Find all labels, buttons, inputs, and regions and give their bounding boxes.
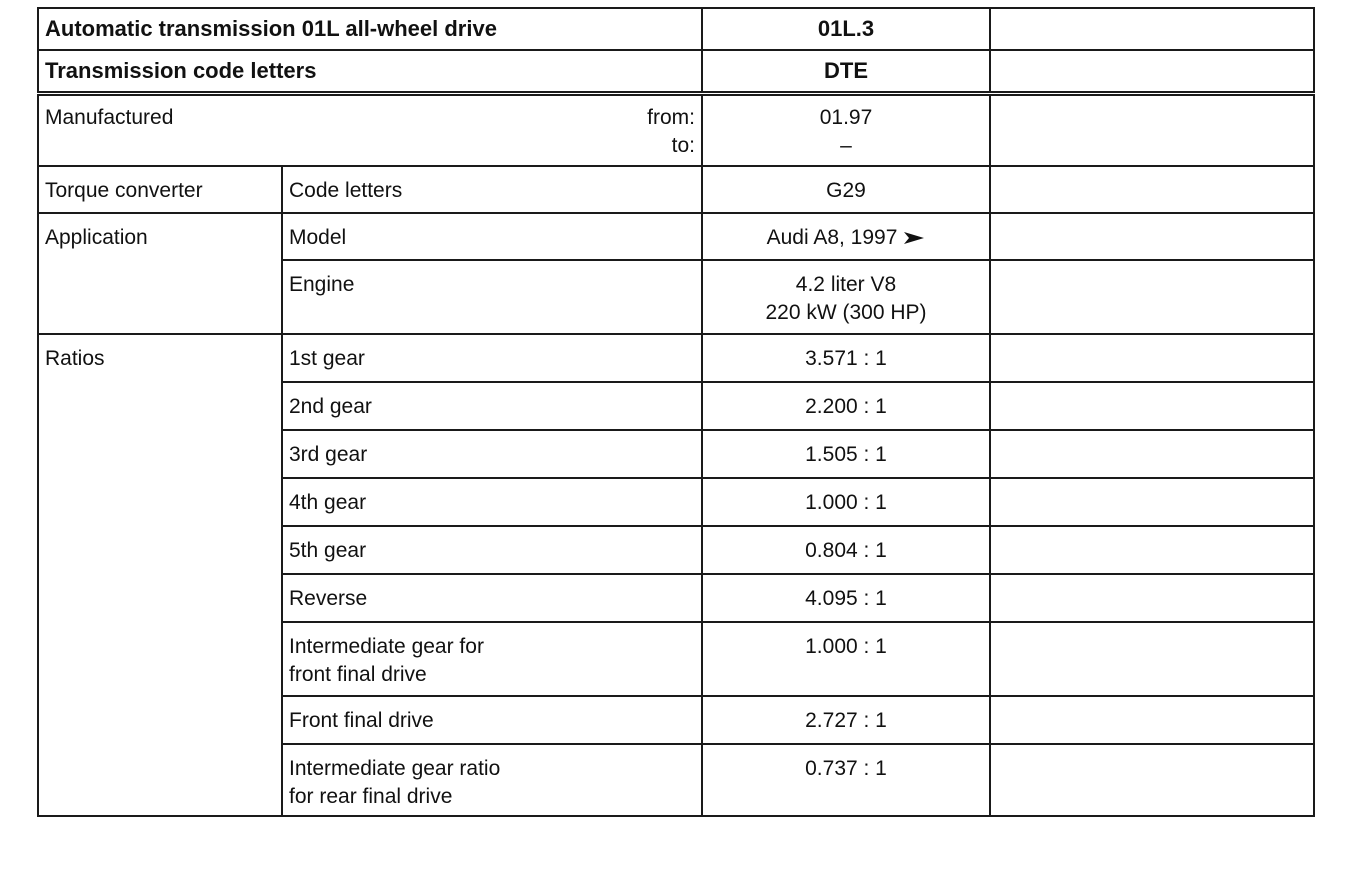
torque-converter-label: Torque converter	[38, 166, 282, 213]
ratio-value: 0.804 : 1	[702, 526, 990, 574]
empty-cell	[990, 622, 1314, 696]
engine-cell	[702, 260, 990, 334]
empty-cell	[990, 166, 1314, 213]
to-value: –	[840, 134, 852, 157]
ratios-label: Ratios	[38, 334, 282, 816]
ratio-name	[282, 622, 702, 696]
table-title: Automatic transmission 01L all-wheel drive	[38, 8, 702, 50]
ratio-row	[38, 334, 1314, 382]
model-label: Model	[282, 213, 702, 260]
ratio-name: 5th gear	[282, 526, 702, 574]
empty-cell	[990, 260, 1314, 334]
manufactured-values	[702, 94, 990, 166]
engine-label: Engine	[282, 260, 702, 334]
ratio-name-line2: for rear final drive	[289, 784, 453, 808]
manufactured-cell	[38, 94, 702, 166]
application-label: Application	[38, 213, 282, 334]
ratio-name: 4th gear	[282, 478, 702, 526]
ratio-name: 1st gear	[282, 334, 702, 382]
torque-converter-value: G29	[702, 166, 990, 213]
ratio-name-line2: front final drive	[289, 662, 427, 686]
ratio-value: 2.200 : 1	[702, 382, 990, 430]
empty-cell	[990, 696, 1314, 744]
empty-cell	[990, 382, 1314, 430]
code-letters-label: Transmission code letters	[38, 50, 702, 94]
to-label: to:	[671, 134, 695, 157]
empty-cell	[990, 8, 1314, 50]
empty-cell	[990, 430, 1314, 478]
empty-cell	[990, 526, 1314, 574]
manufactured-row	[38, 94, 1314, 166]
ratio-name: Front final drive	[282, 696, 702, 744]
empty-cell	[990, 574, 1314, 622]
empty-cell	[990, 334, 1314, 382]
torque-converter-row	[38, 166, 1314, 213]
ratio-value: 0.737 : 1	[702, 744, 990, 816]
code-letters-row	[38, 50, 1314, 94]
engine-line2: 220 kW (300 HP)	[765, 300, 927, 324]
from-value: 01.97	[819, 106, 873, 129]
title-row	[38, 8, 1314, 50]
model-value: Audi A8, 1997	[766, 225, 898, 249]
ratio-value: 3.571 : 1	[702, 334, 990, 382]
application-model-row	[38, 213, 1314, 260]
ratio-value: 1.000 : 1	[702, 622, 990, 696]
transmission-code: 01L.3	[702, 8, 990, 50]
arrow-right-icon	[903, 231, 925, 245]
ratio-name-line1: Intermediate gear for	[289, 634, 484, 658]
ratio-value: 1.000 : 1	[702, 478, 990, 526]
ratio-value: 4.095 : 1	[702, 574, 990, 622]
empty-cell	[990, 94, 1314, 166]
code-letters-value: DTE	[702, 50, 990, 94]
model-cell	[702, 213, 990, 260]
ratio-value: 2.727 : 1	[702, 696, 990, 744]
empty-cell	[990, 478, 1314, 526]
from-label: from:	[647, 106, 695, 129]
ratio-name: Reverse	[282, 574, 702, 622]
ratio-name	[282, 744, 702, 816]
empty-cell	[990, 50, 1314, 94]
spec-table	[37, 7, 1315, 817]
manufactured-label: Manufactured	[45, 106, 174, 129]
ratio-name-line1: Intermediate gear ratio	[289, 756, 501, 780]
ratio-name: 3rd gear	[282, 430, 702, 478]
engine-line1: 4.2 liter V8	[795, 272, 897, 296]
empty-cell	[990, 213, 1314, 260]
empty-cell	[990, 744, 1314, 816]
code-letters-sub-label: Code letters	[282, 166, 702, 213]
ratio-name: 2nd gear	[282, 382, 702, 430]
spec-sheet	[37, 7, 1315, 817]
ratio-value: 1.505 : 1	[702, 430, 990, 478]
